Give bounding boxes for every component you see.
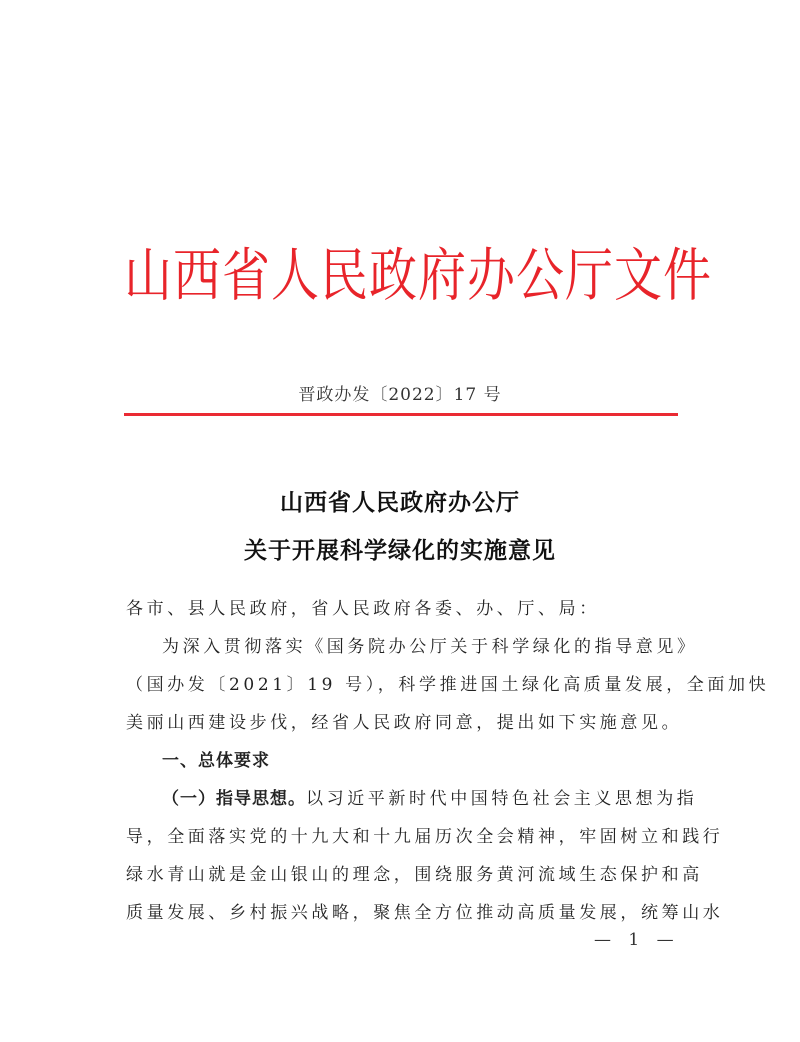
subsection-line: 绿水青山就是金山银山的理念，围绕服务黄河流域生态保护和高: [126, 865, 703, 885]
document-title-line1: 山西省人民政府办公厅: [280, 489, 520, 516]
subsection-label: （一）指导思想。: [162, 789, 306, 809]
document-title-line2: 关于开展科学绿化的实施意见: [244, 537, 556, 564]
subsection-line: 质量发展、乡村振兴战略，聚焦全方位推动高质量发展，统筹山水: [126, 903, 724, 923]
document-number: 晋政办发〔2022〕17 号: [298, 385, 502, 405]
subsection-text: 以习近平新时代中国特色社会主义思想为指: [306, 789, 698, 809]
intro-line: 为深入贯彻落实《国务院办公厅关于科学绿化的指导意见》: [162, 637, 698, 657]
page-number: — 1 —: [594, 930, 680, 950]
intro-line: 美丽山西建设步伐，经省人民政府同意，提出如下实施意见。: [126, 713, 683, 733]
intro-line: （国办发〔2021〕19 号），科学推进国土绿化高质量发展，全面加快: [126, 675, 770, 695]
subsection-line: 导，全面落实党的十九大和十九届历次全会精神，牢固树立和践行: [126, 827, 724, 847]
red-divider-line: [124, 413, 678, 416]
issuer-red-title: 山西省人民政府办公厅文件: [124, 242, 713, 310]
subsection-line: [162, 780, 722, 818]
section-heading: 一、总体要求: [162, 751, 270, 771]
addressee: 各市、县人民政府，省人民政府各委、办、厅、局：: [126, 599, 600, 619]
